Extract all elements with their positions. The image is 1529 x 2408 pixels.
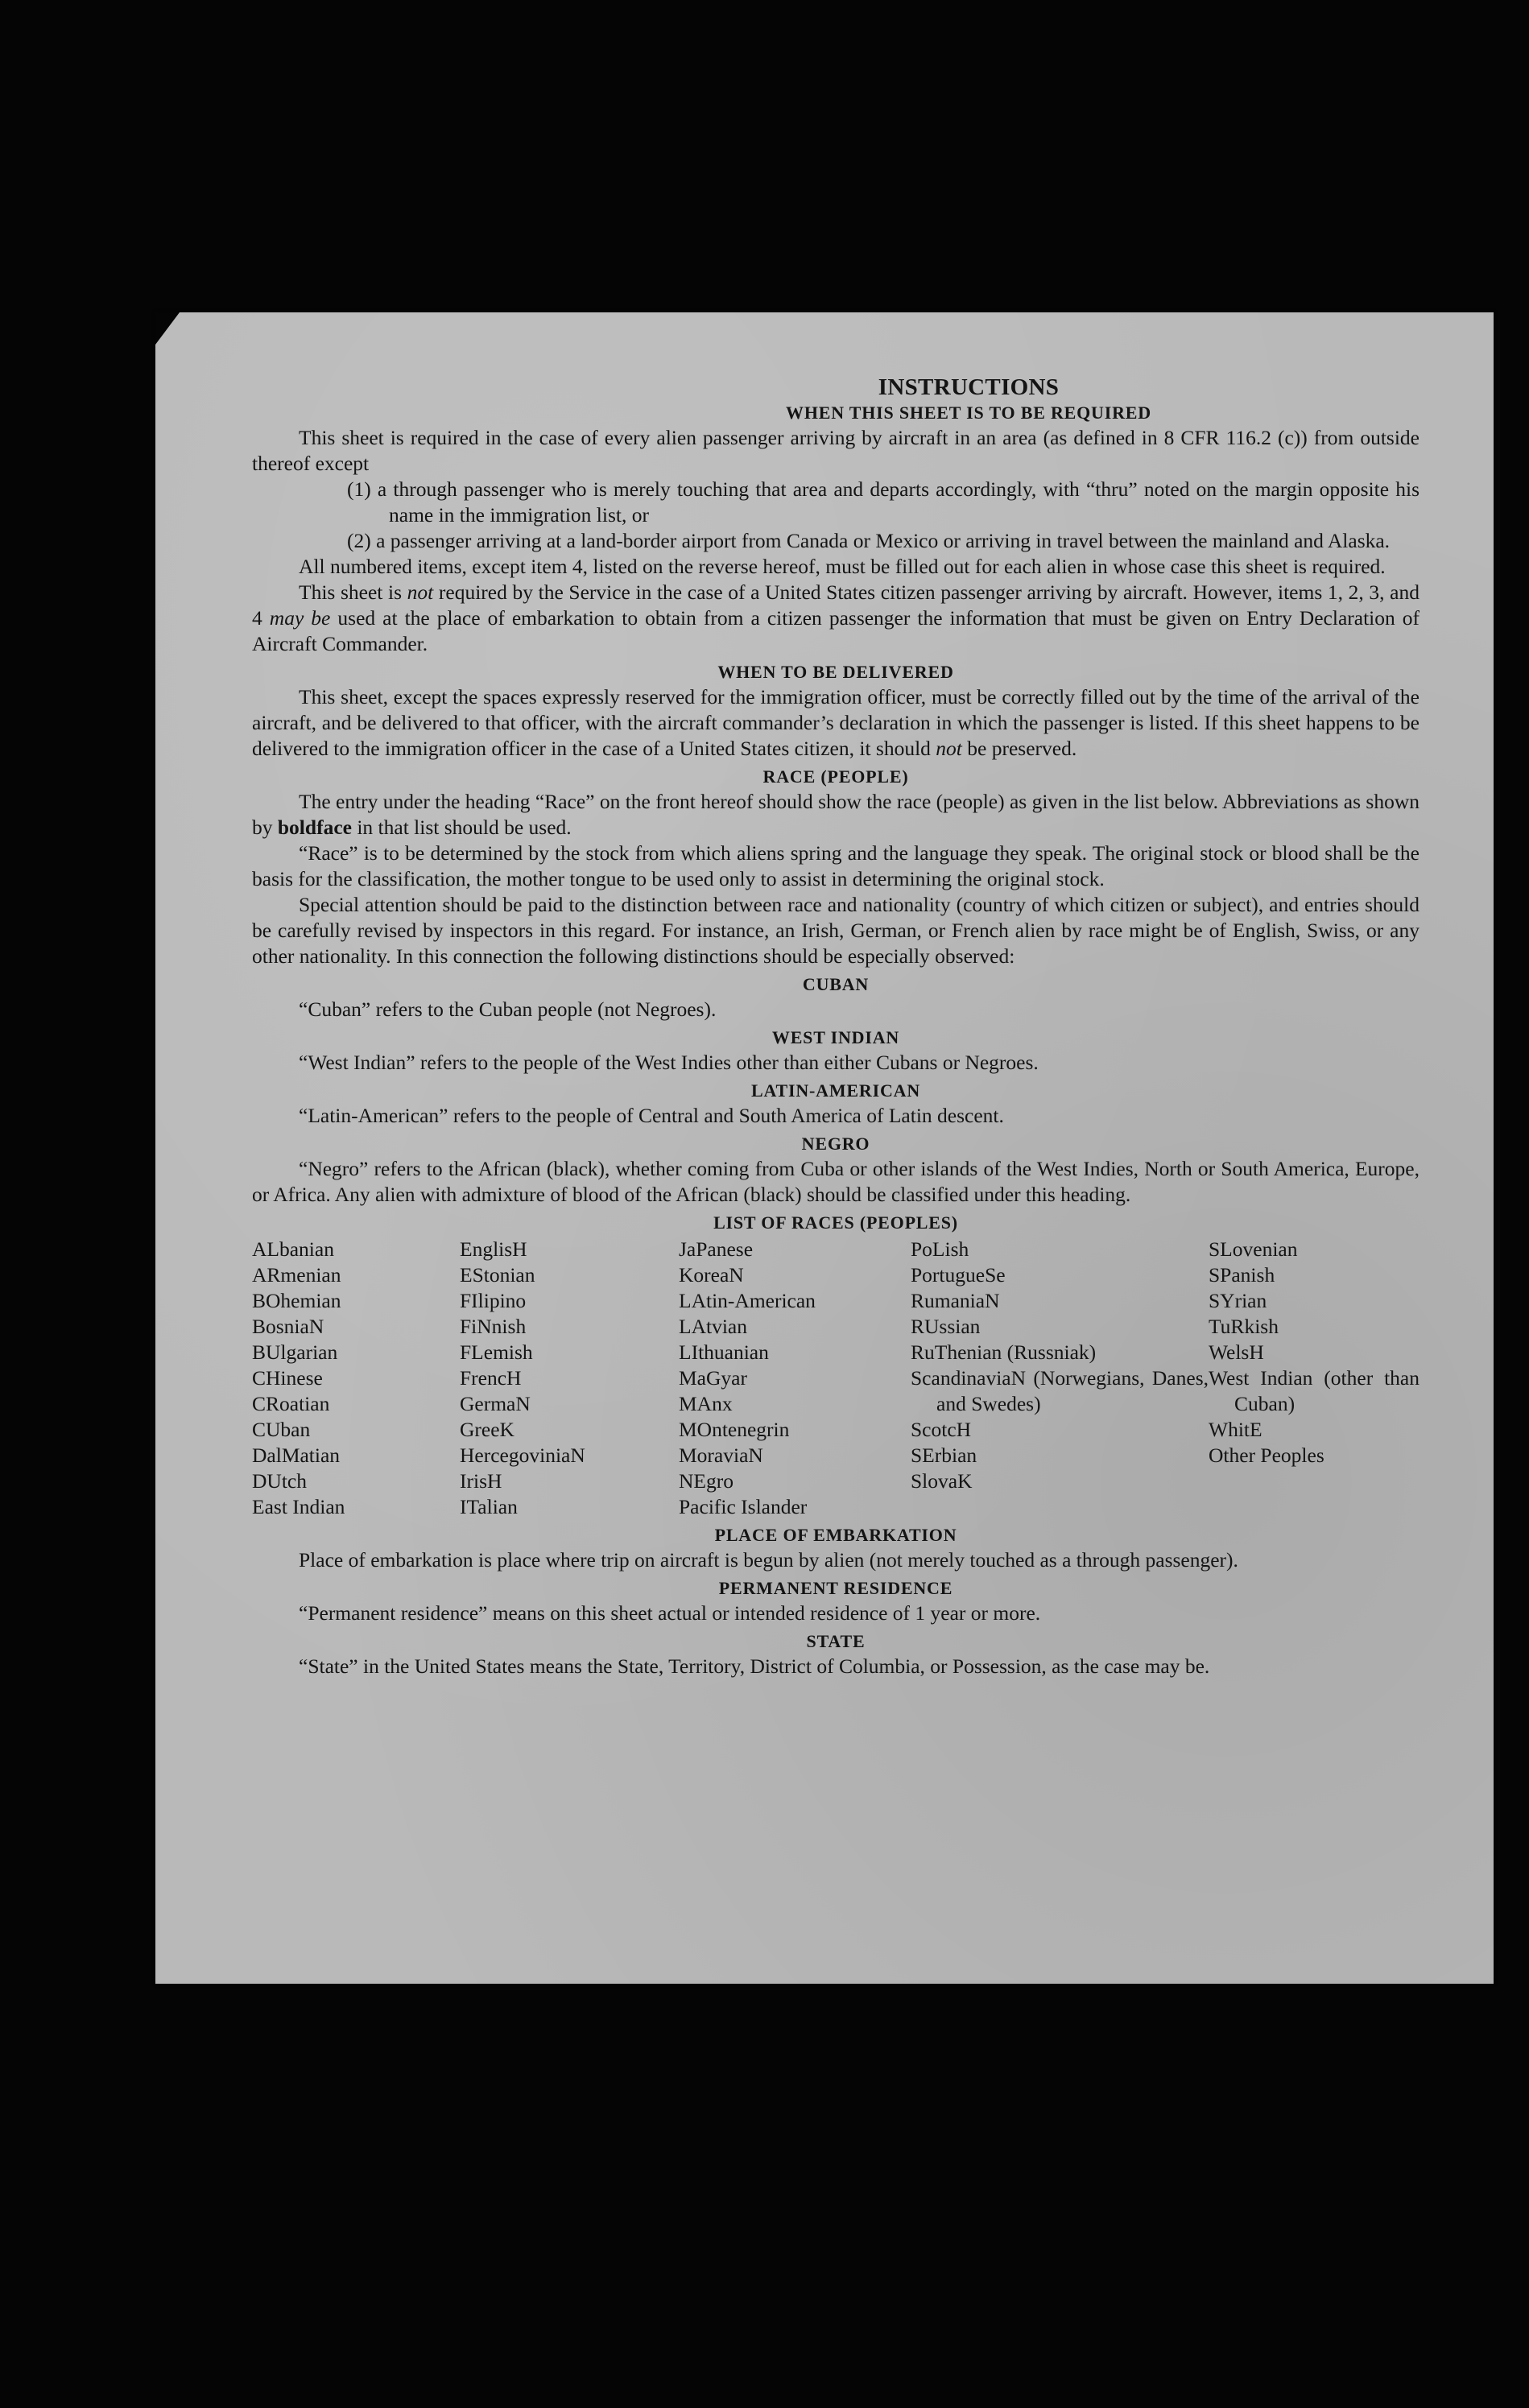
- race-entry: BUlgarian: [252, 1340, 338, 1364]
- document-sheet: [155, 312, 1494, 1984]
- race-entry: MaGyar: [679, 1366, 747, 1390]
- race-entry: SPanish: [1209, 1263, 1275, 1287]
- race-entry: CHinese: [252, 1366, 323, 1390]
- race-entry: LIthuanian: [679, 1340, 769, 1364]
- race-entry: CUban: [252, 1418, 311, 1441]
- race-entry: KoreaN: [679, 1263, 744, 1287]
- paragraph-race-stock: “Race” is to be determined by the stock from which aliens spring and the language they speak. The original stock or blood shall be the basis for the classification, the mother tongue to be used only to assist in determining the original stock.: [252, 841, 1419, 890]
- race-entry: FiNnish: [460, 1315, 527, 1338]
- race-entry: MoraviaN: [679, 1444, 763, 1467]
- race-entry: HercegoviniaN: [460, 1444, 585, 1467]
- race-entry: NEgro: [679, 1469, 734, 1493]
- folded-corner: [155, 312, 180, 345]
- exception-item-1: (1) a through passenger who is merely touching that area and departs accordingly, with “thru” noted on the margin opposite his name in the immigration list, or: [347, 477, 1419, 527]
- race-entry: PoLish: [911, 1237, 969, 1261]
- races-column-5: [1209, 1237, 1419, 1520]
- race-entry: Pacific Islander: [679, 1495, 808, 1518]
- race-entry: MAnx: [679, 1392, 733, 1415]
- race-entry: BosniaN: [252, 1315, 324, 1338]
- paragraph-cuban: “Cuban” refers to the Cuban people (not Negroes).: [299, 997, 717, 1021]
- race-entry: ALbanian: [252, 1237, 334, 1261]
- races-column-2: [460, 1237, 679, 1520]
- document-content: [252, 374, 1419, 1679]
- race-entry: FIlipino: [460, 1289, 527, 1312]
- heading-cuban: CUBAN: [802, 974, 870, 994]
- race-entry: DalMatian: [252, 1444, 341, 1467]
- heading-when-required: WHEN THIS SHEET IS TO BE REQUIRED: [786, 403, 1151, 423]
- paragraph-state: “State” in the United States means the State, Territory, District of Columbia, or Possession, as the case may be.: [299, 1654, 1210, 1678]
- paragraph-race-nationality: Special attention should be paid to the distinction between race and nationality (country of which citizen or subject), and entries should be carefully revised by inspectors in this regard. For instance, an Irish, German, or French alien by race might be of English, Swiss, or any other nationality. In this connection the following distinctions should be especially observed:: [252, 893, 1419, 968]
- race-entry: IrisH: [460, 1469, 502, 1493]
- race-entry: WelsH: [1209, 1340, 1264, 1364]
- heading-negro: NEGRO: [801, 1134, 870, 1154]
- race-entry: TuRkish: [1209, 1315, 1279, 1338]
- race-entry: EnglisH: [460, 1237, 527, 1261]
- race-entry: ARmenian: [252, 1263, 341, 1287]
- race-entry: ScandinaviaN (Norwegians, Danes, and Swedes): [911, 1366, 1209, 1415]
- race-entry: SlovaK: [911, 1469, 973, 1493]
- heading-state: STATE: [806, 1631, 866, 1651]
- race-entry: MOntenegrin: [679, 1418, 790, 1441]
- race-entry: RUssian: [911, 1315, 981, 1338]
- page-title: INSTRUCTIONS: [878, 374, 1060, 400]
- race-entry: JaPanese: [679, 1237, 754, 1261]
- race-entry: East Indian: [252, 1495, 345, 1518]
- paragraph-numbered-items: All numbered items, except item 4, listed on the reverse hereof, must be filled out for each alien in whose case this sheet is required.: [299, 555, 1386, 578]
- race-entry: FrencH: [460, 1366, 522, 1390]
- races-column-3: [679, 1237, 911, 1520]
- race-entry: Other Peoples: [1209, 1444, 1324, 1467]
- heading-race: RACE (PEOPLE): [762, 766, 909, 787]
- race-entry: FLemish: [460, 1340, 533, 1364]
- race-entry: GreeK: [460, 1418, 514, 1441]
- race-entry: BOhemian: [252, 1289, 341, 1312]
- race-entry: SLovenian: [1209, 1237, 1298, 1261]
- race-entry: ScotcH: [911, 1418, 972, 1441]
- paragraph-required: This sheet is required in the case of every alien passenger arriving by aircraft in an area (as defined in 8 CFR 116.2 (c)) from outside thereof except: [252, 426, 1419, 475]
- heading-when-delivered: WHEN TO BE DELIVERED: [717, 662, 954, 682]
- paragraph-negro: “Negro” refers to the African (black), whether coming from Cuba or other islands of the West Indies, North or South America, Europe, or Africa. Any alien with admixture of blood of the African (black) should be classified under this heading.: [252, 1157, 1419, 1206]
- exception-item-2: (2) a passenger arriving at a land-border airport from Canada or Mexico or arriving in travel between the mainland and Alaska.: [347, 529, 1391, 552]
- race-entry: EStonian: [460, 1263, 535, 1287]
- heading-west-indian: WEST INDIAN: [771, 1027, 900, 1047]
- heading-place-of-embarkation: PLACE OF EMBARKATION: [714, 1525, 957, 1545]
- heading-permanent-residence: PERMANENT RESIDENCE: [718, 1578, 953, 1598]
- race-entry: RuThenian (Russniak): [911, 1340, 1097, 1364]
- race-entry: ITalian: [460, 1495, 518, 1518]
- race-entry: LAtvian: [679, 1315, 747, 1338]
- heading-list-of-races: LIST OF RACES (PEOPLES): [713, 1212, 958, 1233]
- race-entry: GermaN: [460, 1392, 531, 1415]
- race-entry: CRoatian: [252, 1392, 330, 1415]
- race-entry: SErbian: [911, 1444, 977, 1467]
- races-column-4: [911, 1237, 1209, 1520]
- paragraph-race-entry: The entry under the heading “Race” on the front hereof should show the race (people) as given in the list below. Abbreviations as shown by boldface in that list should be used.: [252, 790, 1419, 839]
- paragraph-permanent-residence: “Permanent residence” means on this sheet actual or intended residence of 1 year or more.: [299, 1601, 1041, 1625]
- paragraph-citizen: This sheet is not required by the Service in the case of a United States citizen passenger arriving by aircraft. However, items 1, 2, 3, and 4 may be used at the place of embarkation to obtain from a citizen passenger the information that must be given on Entry Declaration of Aircraft Commander.: [252, 580, 1420, 655]
- race-entry: WhitE: [1209, 1418, 1262, 1441]
- race-entry: DUtch: [252, 1469, 307, 1493]
- races-list: [252, 1237, 1419, 1520]
- paragraph-delivered: This sheet, except the spaces expressly reserved for the immigration officer, must be correctly filled out by the time of the arrival of the aircraft, and be delivered to that officer, with the aircraft commander’s declaration in which the passenger is listed. If this sheet happens to be delivered to the immigration officer in the case of a United States citizen, it should not be preserved.: [252, 685, 1419, 760]
- paragraph-west-indian: “West Indian” refers to the people of the West Indies other than either Cubans or Negroes.: [299, 1051, 1039, 1074]
- paragraph-latin-american: “Latin-American” refers to the people of Central and South America of Latin descent.: [299, 1104, 1004, 1127]
- paragraph-embarkation: Place of embarkation is place where trip on aircraft is begun by alien (not merely touched as a through passenger).: [299, 1548, 1238, 1572]
- race-entry: West Indian (other than Cuban): [1209, 1366, 1419, 1415]
- race-entry: PortugueSe: [911, 1263, 1006, 1287]
- race-entry: SYrian: [1209, 1289, 1267, 1312]
- races-column-1: [252, 1237, 460, 1520]
- race-entry: RumaniaN: [911, 1289, 1000, 1312]
- race-entry: LAtin-American: [679, 1289, 816, 1312]
- heading-latin-american: LATIN-AMERICAN: [750, 1080, 921, 1101]
